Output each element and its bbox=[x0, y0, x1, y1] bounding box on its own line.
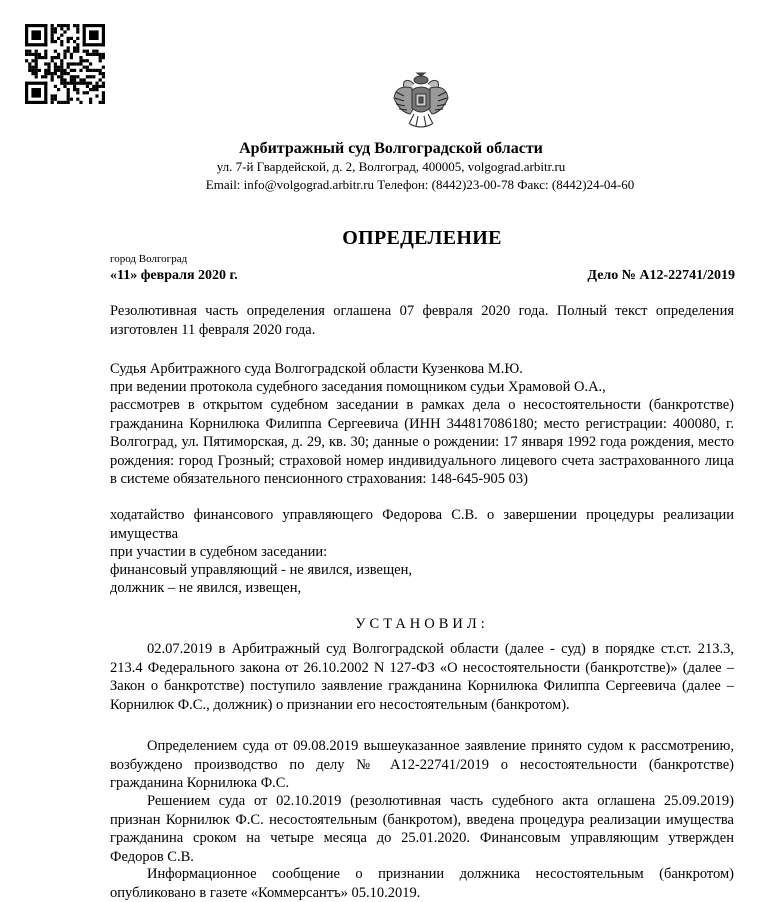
court-contacts: Email: info@volgograd.arbitr.ru Телефон: (8442)23-00-78 Факс: (8442)24-04-60 bbox=[205, 177, 635, 192]
paragraph-3: Решением суда от 02.10.2019 (резолютивная часть судебного акта оглашена 25.09.2019) признан Корнилюк Ф.С. несостоятельным (банкротом), введена процедура реализации имущества гражданина сроком на четыре месяца до 25.01.2020. Финансовым управляющим утвержден Федоров С.В. bbox=[110, 793, 734, 865]
document-title: ОПРЕДЕЛЕНИЕ bbox=[342, 227, 502, 249]
participation-line: при участии в судебном заседании: bbox=[110, 544, 328, 560]
ustanovil-heading: УСТАНОВИЛ: bbox=[355, 616, 489, 632]
consideration-paragraph: рассмотрев в открытом судебном заседании в рамках дела о несостоятельности (банкротстве) гражданина Корнилюка Филиппа Сергеевича (ИНН 344817086180; место регистрации: 400080, г. Волгоград, ул. Пятиморская, д. 29, кв. 30; данные о рождении: 17 января 1992 года рождения, место рождения: город Грозный; страховой номер индивидуального лицевого счета застрахованного лица в системе обязательного пенсионного страхования: 148-645-905 03) bbox=[110, 397, 734, 487]
case-number: Дело № А12-22741/2019 bbox=[587, 268, 735, 283]
paragraph-2: Определением суда от 09.08.2019 вышеуказанное заявление принято судом к рассмотрению, возбуждено производство по делу № А12-22741/2019 о несостоятельности (банкротстве) гражданина Корнилюка Ф.С. bbox=[110, 738, 734, 791]
manager-attendance-line: финансовый управляющий - не явился, извещен, bbox=[110, 562, 412, 578]
court-address: ул. 7-й Гвардейской, д. 2, Волгоград, 400005, volgograd.arbitr.ru bbox=[216, 159, 566, 174]
judge-line: Судья Арбитражного суда Волгоградской области Кузенкова М.Ю. bbox=[110, 361, 523, 377]
court-name: Арбитражный суд Волгоградской области bbox=[239, 140, 543, 157]
protocol-line: при ведении протокола судебного заседания помощником судьи Храмовой О.А., bbox=[110, 379, 606, 395]
resolution-note: Резолютивная часть определения оглашена 07 февраля 2020 года. Полный текст определения изготовлен 11 февраля 2020 года. bbox=[110, 303, 734, 338]
qr-code-icon bbox=[25, 24, 105, 104]
paragraph-4: Информационное сообщение о признании должника несостоятельным (банкротом) опубликовано в газете «Коммерсантъ» 05.10.2019. bbox=[110, 866, 734, 901]
paragraph-1: 02.07.2019 в Арбитражный суд Волгоградской области (далее - суд) в порядке ст.ст. 213.3, 213.4 Федерального закона от 26.10.2002 N 127-ФЗ «О несостоятельности (банкротстве)» (далее – Закон о банкротстве) поступило заявление гражданина Корнилюка Филиппа Сергеевича (далее – Корнилюк Ф.С., должник) о признании его несостоятельным (банкротом). bbox=[110, 641, 734, 713]
debtor-attendance-line: должник – не явился, извещен, bbox=[110, 580, 302, 596]
coat-of-arms-emblem bbox=[392, 70, 450, 132]
document-date: «11» февраля 2020 г. bbox=[110, 268, 238, 283]
city-label: город Волгоград bbox=[110, 253, 188, 265]
motion-paragraph: ходатайство финансового управляющего Федорова С.В. о завершении процедуры реализации имущества bbox=[110, 507, 734, 542]
